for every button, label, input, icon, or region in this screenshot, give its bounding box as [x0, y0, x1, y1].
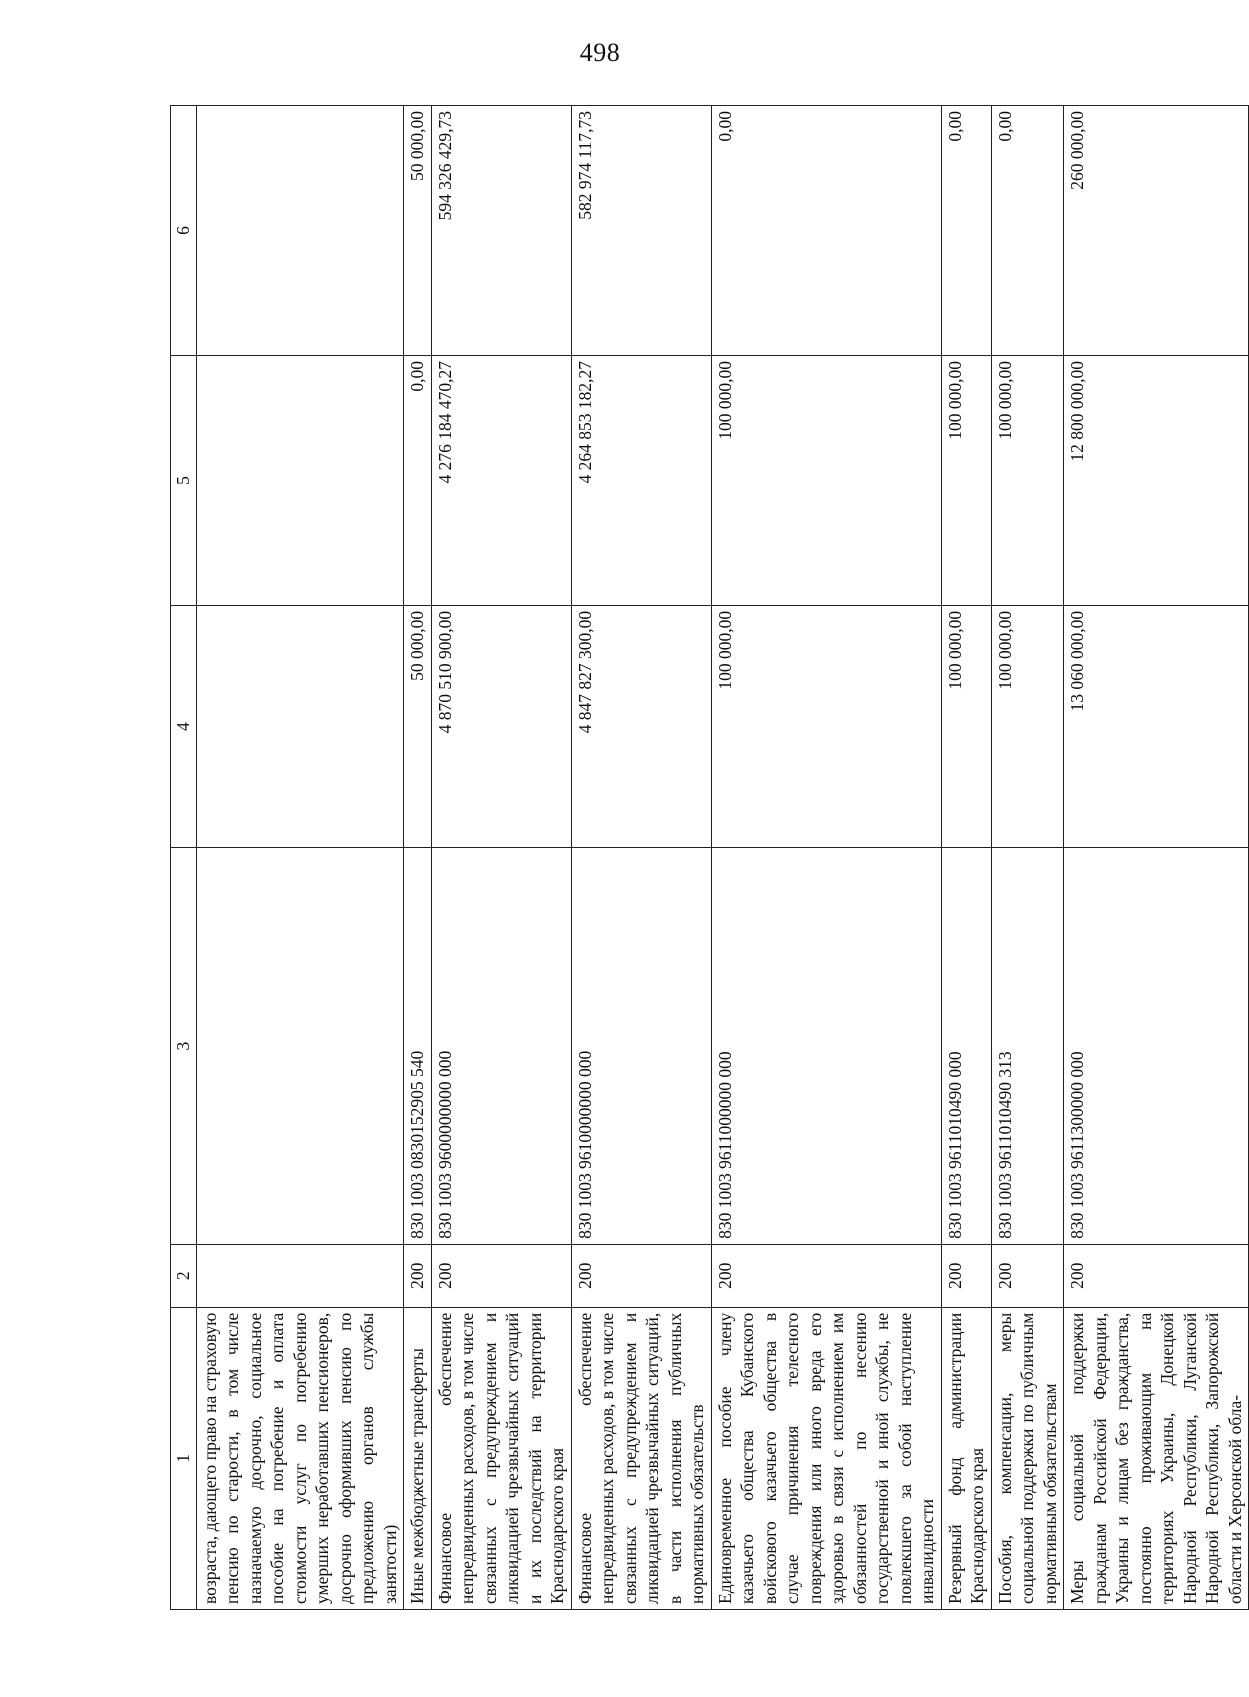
- row-remaining-amount: 594 326 429,73: [431, 106, 571, 356]
- row-classification: 830 1003 9611010490 313: [991, 848, 1064, 1245]
- row-description: Иные межбюджетные трансферты: [404, 1307, 432, 1609]
- table-row: [431, 106, 571, 1610]
- page-number: 498: [579, 38, 621, 67]
- row-remaining-amount: 0,00: [941, 106, 991, 356]
- table-row: [404, 106, 432, 1610]
- budget-table: [170, 105, 1249, 1610]
- row-code: 200: [1064, 1244, 1249, 1307]
- row-planned-amount: 100 000,00: [941, 605, 991, 847]
- row-planned-amount: 4 870 510 900,00: [431, 605, 571, 847]
- row-remaining-amount: [196, 106, 404, 356]
- row-executed-amount: 4 276 184 470,27: [431, 355, 571, 605]
- row-planned-amount: 100 000,00: [991, 605, 1064, 847]
- row-code: 200: [431, 1244, 571, 1307]
- row-planned-amount: [196, 605, 404, 847]
- row-executed-amount: 4 264 853 182,27: [571, 355, 711, 605]
- column-header: 1: [171, 1307, 197, 1609]
- table-row: [571, 106, 711, 1610]
- column-header: 2: [171, 1244, 197, 1307]
- column-header: 4: [171, 605, 197, 847]
- table-header-row: [171, 106, 197, 1610]
- row-description: возраста, дающего право на страховую пенсию по старости, в том числе назначаемую досрочно, социальное пособие на погребение и оплата стоимости услуг по погребению умерших неработавших пенсионеров, досрочно оформивших пенсию по предложению органов службы занятости): [196, 1307, 404, 1609]
- row-description: Резервный фонд администрации Краснодарского края: [941, 1307, 991, 1609]
- row-executed-amount: 12 800 000,00: [1064, 355, 1249, 605]
- row-description: Меры социальной поддержки гражданам Российской Федерации, Украины и лицам без гражданства, постоянно проживающим на территориях Украины, Донецкой Народной Республики, Луганской Народной Республики, Запорожской области и Херсонской обла-: [1064, 1307, 1249, 1609]
- row-planned-amount: 13 060 000,00: [1064, 605, 1249, 847]
- column-header: 6: [171, 106, 197, 356]
- row-description: Финансовое обеспечение непредвиденных расходов, в том числе связанных с предупреждением и ликвидацией чрезвычайных ситуаций, в части исполнения публичных нормативных обязательств: [571, 1307, 711, 1609]
- row-code: 200: [571, 1244, 711, 1307]
- row-code: 200: [991, 1244, 1064, 1307]
- table-row: [1064, 106, 1249, 1610]
- row-remaining-amount: 0,00: [711, 106, 941, 356]
- row-classification: 830 1003 9611300000 000: [1064, 848, 1249, 1245]
- row-code: 200: [941, 1244, 991, 1307]
- row-remaining-amount: 260 000,00: [1064, 106, 1249, 356]
- row-description: Пособия, компенсации, меры социальной поддержки по публичным нормативным обязательствам: [991, 1307, 1064, 1609]
- row-classification: 830 1003 9610000000 000: [571, 848, 711, 1245]
- row-planned-amount: 100 000,00: [711, 605, 941, 847]
- row-code: 200: [404, 1244, 432, 1307]
- table-row: [711, 106, 941, 1610]
- row-executed-amount: 100 000,00: [991, 355, 1064, 605]
- row-remaining-amount: 0,00: [991, 106, 1064, 356]
- rotated-table-container: [170, 105, 1245, 1610]
- table-row: [941, 106, 991, 1610]
- row-executed-amount: [196, 355, 404, 605]
- row-code: 200: [711, 1244, 941, 1307]
- row-classification: 830 1003 0830152905 540: [404, 848, 432, 1245]
- row-classification: 830 1003 9611000000 000: [711, 848, 941, 1245]
- row-classification: [196, 848, 404, 1245]
- table-row: [196, 106, 404, 1610]
- column-header: 3: [171, 848, 197, 1245]
- row-planned-amount: 50 000,00: [404, 605, 432, 847]
- row-remaining-amount: 582 974 117,73: [571, 106, 711, 356]
- row-classification: 830 1003 9600000000 000: [431, 848, 571, 1245]
- row-executed-amount: 0,00: [404, 355, 432, 605]
- row-classification: 830 1003 9611010490 000: [941, 848, 991, 1245]
- row-description: Единовременное пособие члену казачьего общества Кубанского войскового казачьего общества в случае причинения телесного повреждения или иного вреда его здоровью в связи с исполнением им обязанностей по несению государственной и иной службы, не повлекшего за собой наступление инвалидности: [711, 1307, 941, 1609]
- row-executed-amount: 100 000,00: [941, 355, 991, 605]
- row-planned-amount: 4 847 827 300,00: [571, 605, 711, 847]
- table-row: [991, 106, 1064, 1610]
- row-code: [196, 1244, 404, 1307]
- row-description: Финансовое обеспечение непредвиденных расходов, в том числе связанных с предупреждением и ликвидацией чрезвычайных ситуаций и их последствий на территории Краснодарского края: [431, 1307, 571, 1609]
- row-executed-amount: 100 000,00: [711, 355, 941, 605]
- column-header: 5: [171, 355, 197, 605]
- row-remaining-amount: 50 000,00: [404, 106, 432, 356]
